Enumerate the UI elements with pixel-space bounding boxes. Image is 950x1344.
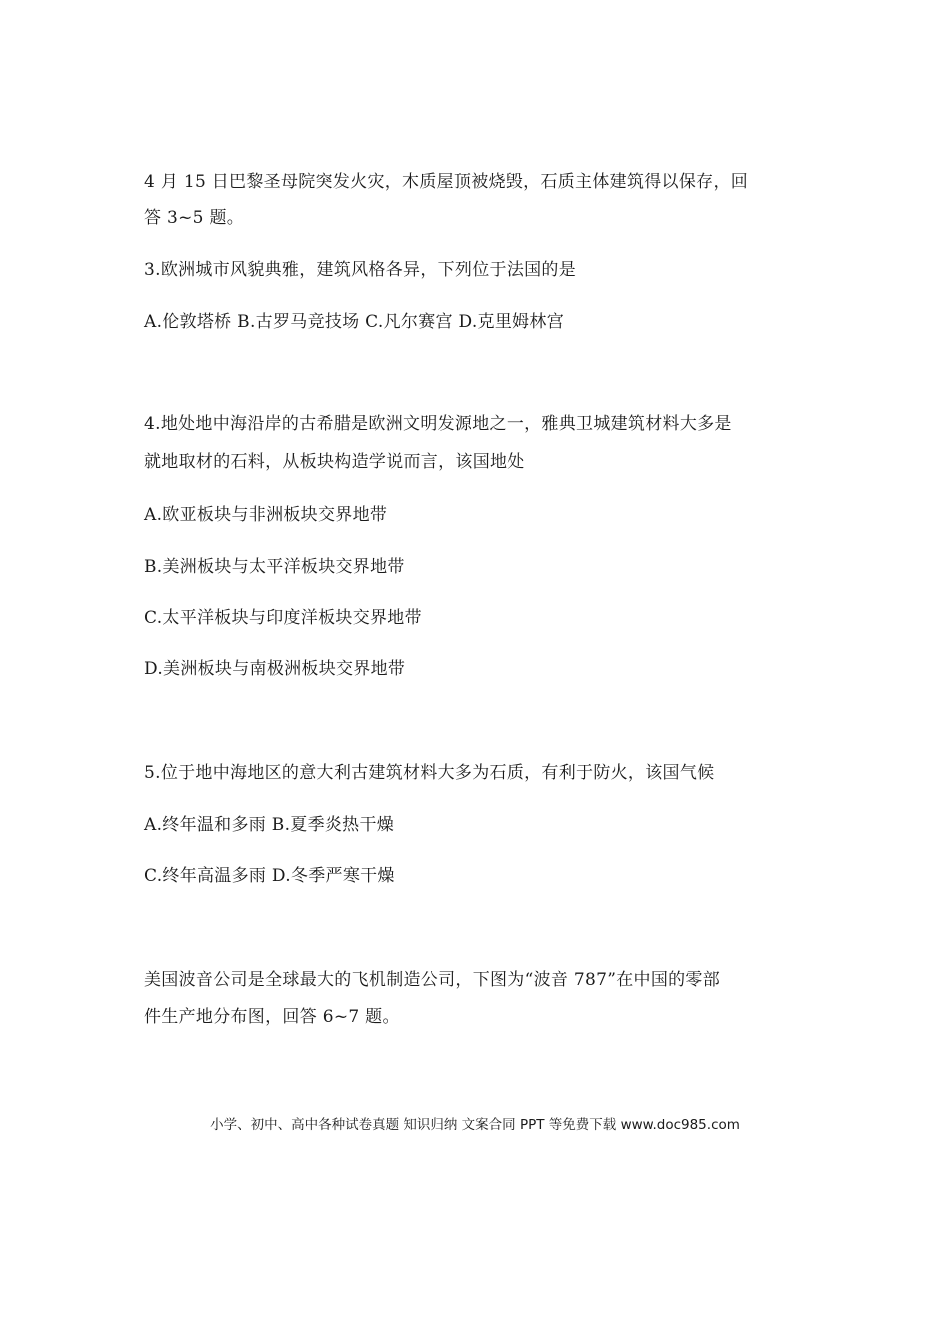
intro-paragraph-2-line-2: 件生产地分布图，回答 6~7 题。	[144, 1007, 400, 1027]
question-4-option-b: B.美洲板块与太平洋板块交界地带	[144, 557, 405, 577]
question-5-options-line-2: C.终年高温多雨 D.冬季严寒干燥	[144, 866, 395, 886]
question-3-options: A.伦敦塔桥 B.古罗马竞技场 C.凡尔赛宫 D.克里姆林宫	[144, 312, 565, 332]
question-3-stem: 3.欧洲城市风貌典雅，建筑风格各异，下列位于法国的是	[144, 260, 577, 280]
intro-paragraph-line-1: 4 月 15 日巴黎圣母院突发火灾，木质屋顶被烧毁，石质主体建筑得以保存，回	[144, 172, 749, 192]
question-4-option-d: D.美洲板块与南极洲板块交界地带	[144, 659, 406, 679]
question-4-option-c: C.太平洋板块与印度洋板块交界地带	[144, 608, 422, 628]
page-footer: 小学、初中、高中各种试卷真题 知识归纳 文案合同 PPT 等免费下载 www.doc985.com	[210, 1117, 740, 1133]
question-4-stem-line-1: 4.地处地中海沿岸的古希腊是欧洲文明发源地之一，雅典卫城建筑材料大多是	[144, 414, 732, 434]
question-5-options-line-1: A.终年温和多雨 B.夏季炎热干燥	[144, 815, 395, 835]
question-4-stem-line-2: 就地取材的石料，从板块构造学说而言，该国地处	[144, 452, 525, 472]
question-4-option-a: A.欧亚板块与非洲板块交界地带	[144, 505, 388, 525]
intro-paragraph-line-2: 答 3~5 题。	[144, 208, 245, 228]
question-5-stem: 5.位于地中海地区的意大利古建筑材料大多为石质，有利于防火，该国气候	[144, 763, 715, 783]
intro-paragraph-2-line-1: 美国波音公司是全球最大的飞机制造公司，下图为“波音 787”在中国的零部	[144, 970, 721, 990]
